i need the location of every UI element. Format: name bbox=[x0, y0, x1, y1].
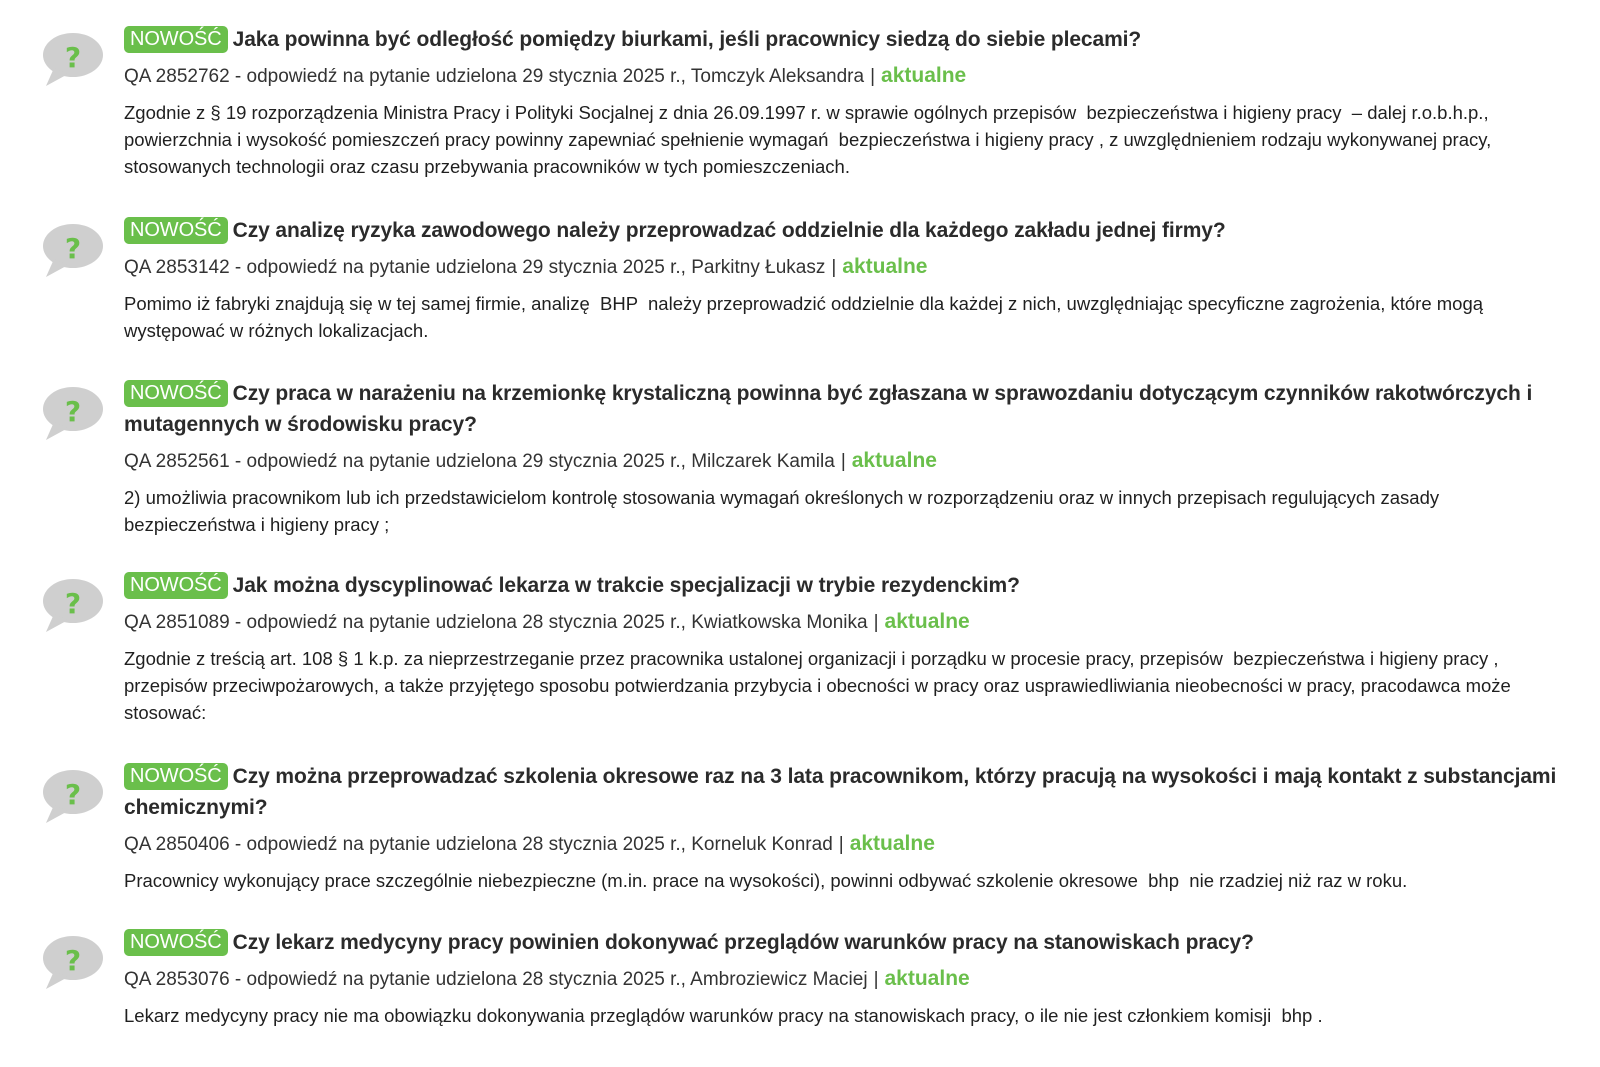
question-title[interactable]: Czy lekarz medycyny pracy powinien dokonywać przeglądów warunków pracy na stanowiskach pracy? bbox=[232, 931, 1254, 954]
new-badge: NOWOŚĆ bbox=[124, 929, 228, 956]
answer-excerpt: Pomimo iż fabryki znajdują się w tej samej firmie, analizę BHP należy przeprowadzić oddzielnie dla każdej z nich, uwzględniając specyficzne zagrożenia, które mogą występować w różnych lokalizacjach. bbox=[124, 293, 1489, 341]
answer-meta bbox=[124, 253, 1564, 282]
meta-separator: | bbox=[873, 612, 879, 633]
answer-excerpt: Pracownicy wykonujący prace szczególnie niebezpieczne (m.in. prace na wysokości), powinni odbywać szkolenie okresowe bhp nie rzadziej niż raz w roku. bbox=[124, 870, 1408, 891]
question-title-link[interactable] bbox=[124, 378, 1564, 440]
meta-text: QA 2852762 - odpowiedź na pytanie udzielona 29 stycznia 2025 r., Tomczyk Aleksandra bbox=[124, 66, 865, 87]
answer-meta bbox=[124, 62, 1564, 91]
meta-separator: | bbox=[831, 257, 837, 278]
answer-excerpt: Lekarz medycyny pracy nie ma obowiązku dokonywania przeglądów warunków pracy na stanowiskach pracy, o ile nie jest członkiem komisji bhp . bbox=[124, 1005, 1323, 1026]
question-title[interactable]: Jak można dyscyplinować lekarza w trakcie specjalizacji w trybie rezydenckim? bbox=[232, 574, 1020, 597]
answer-excerpt: 2) umożliwia pracownikom lub ich przedstawicielom kontrolę stosowania wymagań określonych w rozporządzeniu oraz w innych przepisach regulujących zasady bezpieczeństwa i higieny pracy ; bbox=[124, 487, 1450, 535]
svg-text:?: ? bbox=[64, 587, 82, 620]
meta-text: QA 2851089 - odpowiedź na pytanie udzielona 28 stycznia 2025 r., Kwiatkowska Monika bbox=[124, 612, 868, 633]
svg-text:?: ? bbox=[64, 232, 82, 265]
answer-meta bbox=[124, 830, 1564, 859]
meta-text: QA 2853142 - odpowiedź na pytanie udzielona 29 stycznia 2025 r., Parkitny Łukasz bbox=[124, 257, 826, 278]
new-badge: NOWOŚĆ bbox=[124, 572, 228, 599]
question-bubble-icon bbox=[42, 384, 104, 442]
answer-meta bbox=[124, 965, 1564, 994]
question-title[interactable]: Czy można przeprowadzać szkolenia okresowe raz na 3 lata pracownikom, którzy pracują na wysokości i mają kontakt z substancjami chemicznymi? bbox=[124, 765, 1557, 819]
answer-meta bbox=[124, 608, 1564, 637]
status-badge: aktualne bbox=[881, 64, 967, 87]
svg-text:?: ? bbox=[64, 395, 82, 428]
question-title[interactable]: Czy analizę ryzyka zawodowego należy przeprowadzać oddzielnie dla każdego zakładu jednej firmy? bbox=[232, 219, 1226, 242]
question-title-link[interactable] bbox=[124, 215, 1564, 246]
meta-separator: | bbox=[838, 834, 844, 855]
question-title[interactable]: Czy praca w narażeniu na krzemionkę krystaliczną powinna być zgłaszana w sprawozdaniu dotyczącym czynników rakotwórczych i mutagennych w środowisku pracy? bbox=[124, 382, 1533, 436]
question-title-link[interactable] bbox=[124, 570, 1564, 601]
meta-separator: | bbox=[870, 66, 876, 87]
meta-separator: | bbox=[840, 451, 846, 472]
question-bubble-icon bbox=[42, 221, 104, 279]
meta-text: QA 2850406 - odpowiedź na pytanie udzielona 28 stycznia 2025 r., Korneluk Konrad bbox=[124, 834, 833, 855]
answer-excerpt: Zgodnie z treścią art. 108 § 1 k.p. za nieprzestrzeganie przez pracownika ustalonej organizacji i porządku w procesie pracy, przepisów bezpieczeństwa i higieny pracy , przepisów przeciwpożarowych, a także przyjętego sposobu potwierdzania przybycia i obecności w pracy oraz usprawiedliwiania nieobecności w pracy, pracodawca może stosować: bbox=[124, 648, 1516, 723]
meta-text: QA 2852561 - odpowiedź na pytanie udzielona 29 stycznia 2025 r., Milczarek Kamila bbox=[124, 451, 835, 472]
question-title-link[interactable] bbox=[124, 927, 1564, 958]
new-badge: NOWOŚĆ bbox=[124, 217, 228, 244]
question-bubble-icon bbox=[42, 767, 104, 825]
question-title[interactable]: Jaka powinna być odległość pomiędzy biurkami, jeśli pracownicy siedzą do siebie plecami? bbox=[232, 28, 1142, 51]
svg-text:?: ? bbox=[64, 944, 82, 977]
answer-meta bbox=[124, 447, 1564, 476]
status-badge: aktualne bbox=[851, 449, 937, 472]
status-badge: aktualne bbox=[849, 832, 935, 855]
answer-excerpt: Zgodnie z § 19 rozporządzenia Ministra Pracy i Polityki Socjalnej z dnia 26.09.1997 r. w sprawie ogólnych przepisów bezpieczeństwa i higieny pracy – dalej r.o.b.h.p., powierzchnia i wysokość pomieszczeń pracy powinny zapewniać spełnienie wymagań bezpieczeństwa i higieny pracy , z uwzględnieniem rodzaju wykonywanej pracy, stosowanych technologii oraz czasu przebywania pracowników w tych pomieszczeniach. bbox=[124, 102, 1497, 177]
question-title-link[interactable] bbox=[124, 24, 1564, 55]
status-badge: aktualne bbox=[884, 610, 970, 633]
new-badge: NOWOŚĆ bbox=[124, 380, 228, 407]
svg-text:?: ? bbox=[64, 41, 82, 74]
question-bubble-icon bbox=[42, 30, 104, 88]
status-badge: aktualne bbox=[884, 967, 970, 990]
status-badge: aktualne bbox=[842, 255, 928, 278]
new-badge: NOWOŚĆ bbox=[124, 763, 228, 790]
meta-separator: | bbox=[873, 969, 879, 990]
question-bubble-icon bbox=[42, 933, 104, 991]
question-title-link[interactable] bbox=[124, 761, 1564, 823]
svg-text:?: ? bbox=[64, 778, 82, 811]
meta-text: QA 2853076 - odpowiedź na pytanie udzielona 28 stycznia 2025 r., Ambroziewicz Maciej bbox=[124, 969, 868, 990]
question-bubble-icon bbox=[42, 576, 104, 634]
new-badge: NOWOŚĆ bbox=[124, 26, 228, 53]
